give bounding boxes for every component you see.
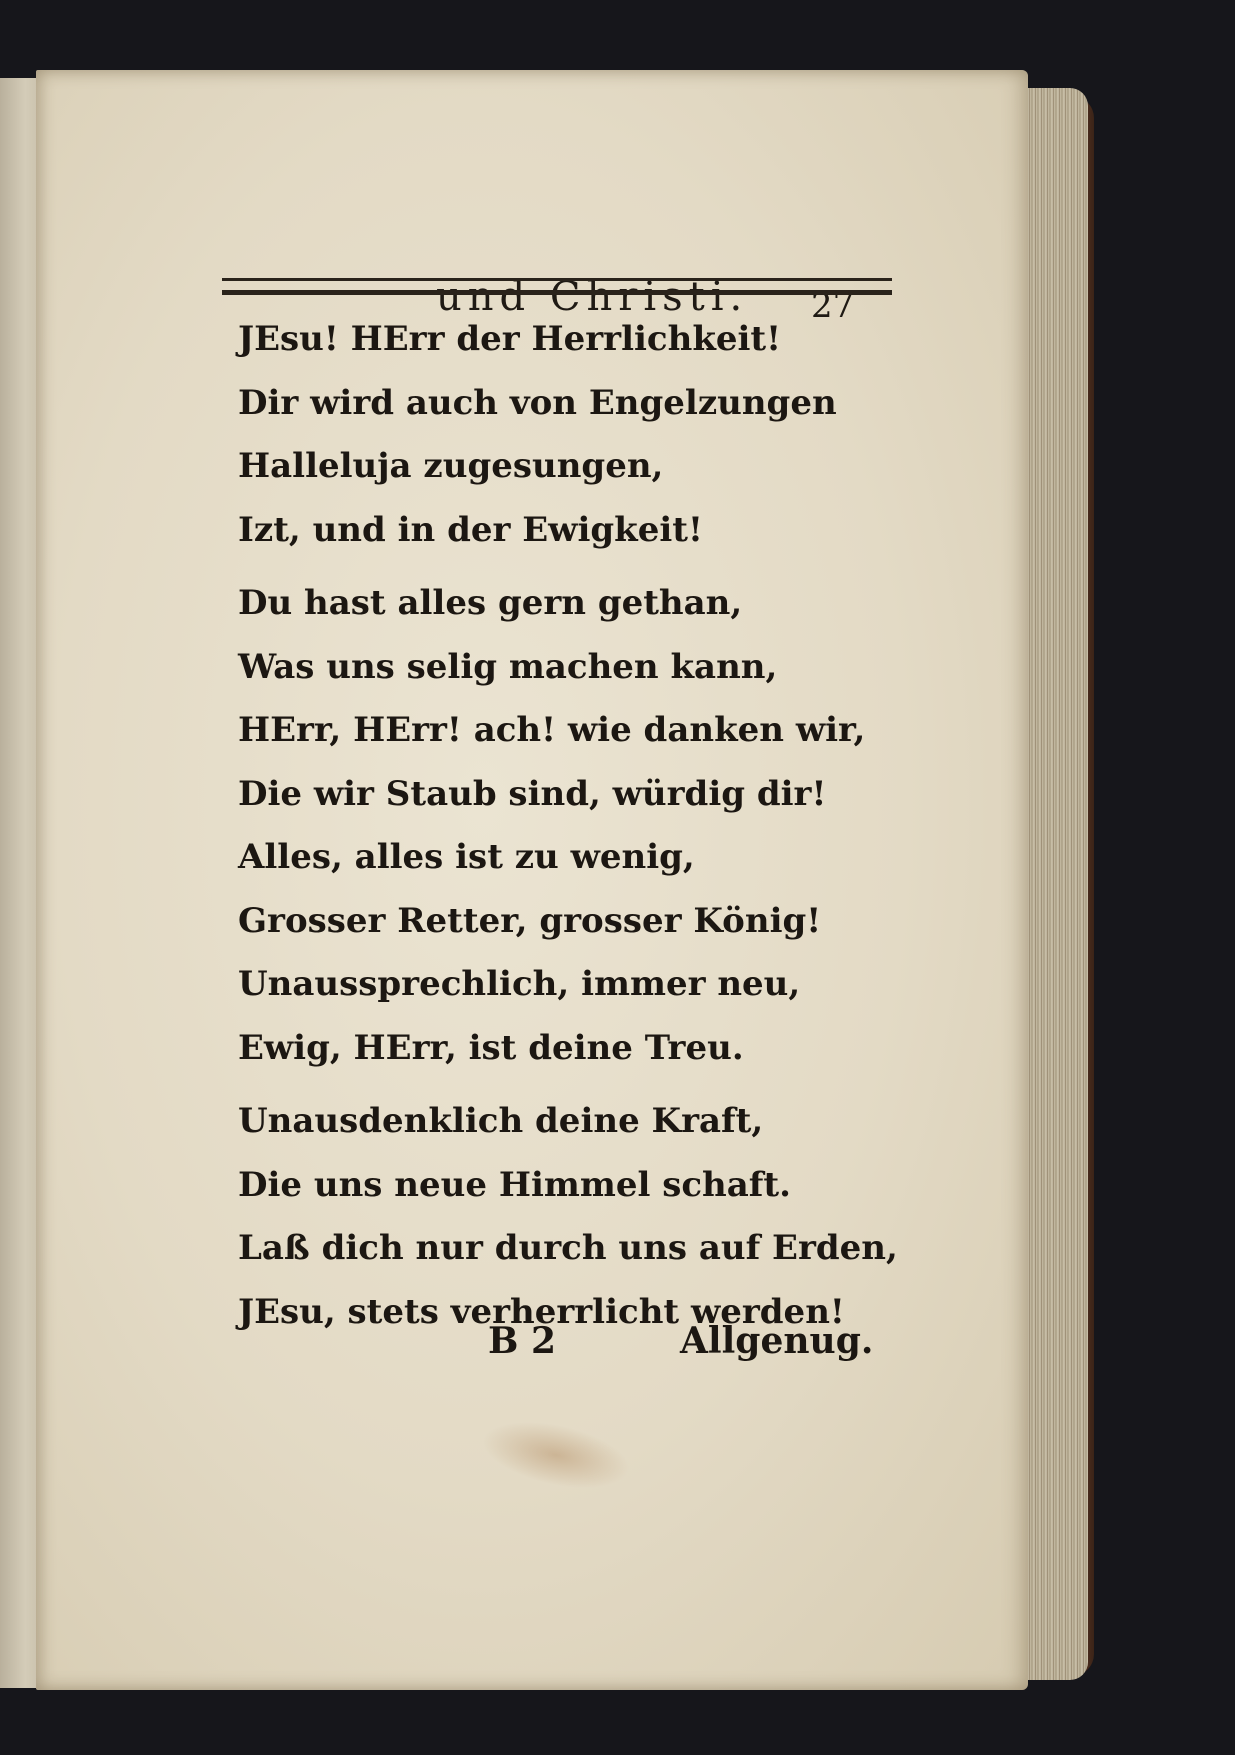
verse-line: Unausdenklich deine Kraft, — [238, 1101, 764, 1141]
verse-line: HErr, HErr! ach! wie danken wir, — [238, 710, 866, 750]
verse-line: Laß dich nur durch uns auf Erden, — [238, 1228, 898, 1268]
verse-line: Du hast alles gern gethan, — [238, 583, 743, 623]
verse-line: JEsu, stets verherrlicht werden! — [238, 1291, 845, 1332]
verse-line: Alles, alles ist zu wenig, — [238, 837, 695, 877]
verse-line: Unaussprechlich, immer neu, — [238, 964, 801, 1004]
running-head — [36, 210, 1028, 326]
verse-line: Die wir Staub sind, würdig dir! — [238, 773, 827, 814]
verse-line: JEsu! HErr der Herrlichkeit! — [238, 319, 782, 359]
hymn-text — [238, 308, 898, 1344]
stanza-1 — [238, 308, 878, 562]
page-number: 27 — [811, 286, 855, 326]
verse-line: Dir wird auch von Engelzungen — [238, 382, 837, 423]
verse-line: Was uns selig machen kann, — [238, 646, 778, 687]
page-footer — [36, 1320, 1028, 1380]
running-head-title: und Christi. — [436, 274, 749, 320]
foxing-stain — [476, 1410, 635, 1500]
book-page — [36, 70, 1028, 1690]
page-block-edges — [1018, 88, 1088, 1680]
header-rule-thin — [222, 278, 892, 281]
verse-line: Grosser Retter, grosser König! — [238, 900, 822, 941]
signature-mark: B 2 — [488, 1320, 557, 1362]
stanza-2 — [238, 572, 878, 1080]
verse-line: Die uns neue Himmel schaft. — [238, 1164, 791, 1205]
header-rule-thick — [222, 290, 892, 295]
stanza-3 — [238, 1090, 898, 1344]
catchword: Allgenug. — [680, 1320, 874, 1362]
verse-line: Halleluja zugesungen, — [238, 446, 664, 486]
verse-line: Izt, und in der Ewigkeit! — [238, 509, 703, 550]
verse-line: Ewig, HErr, ist deine Treu. — [238, 1027, 744, 1068]
